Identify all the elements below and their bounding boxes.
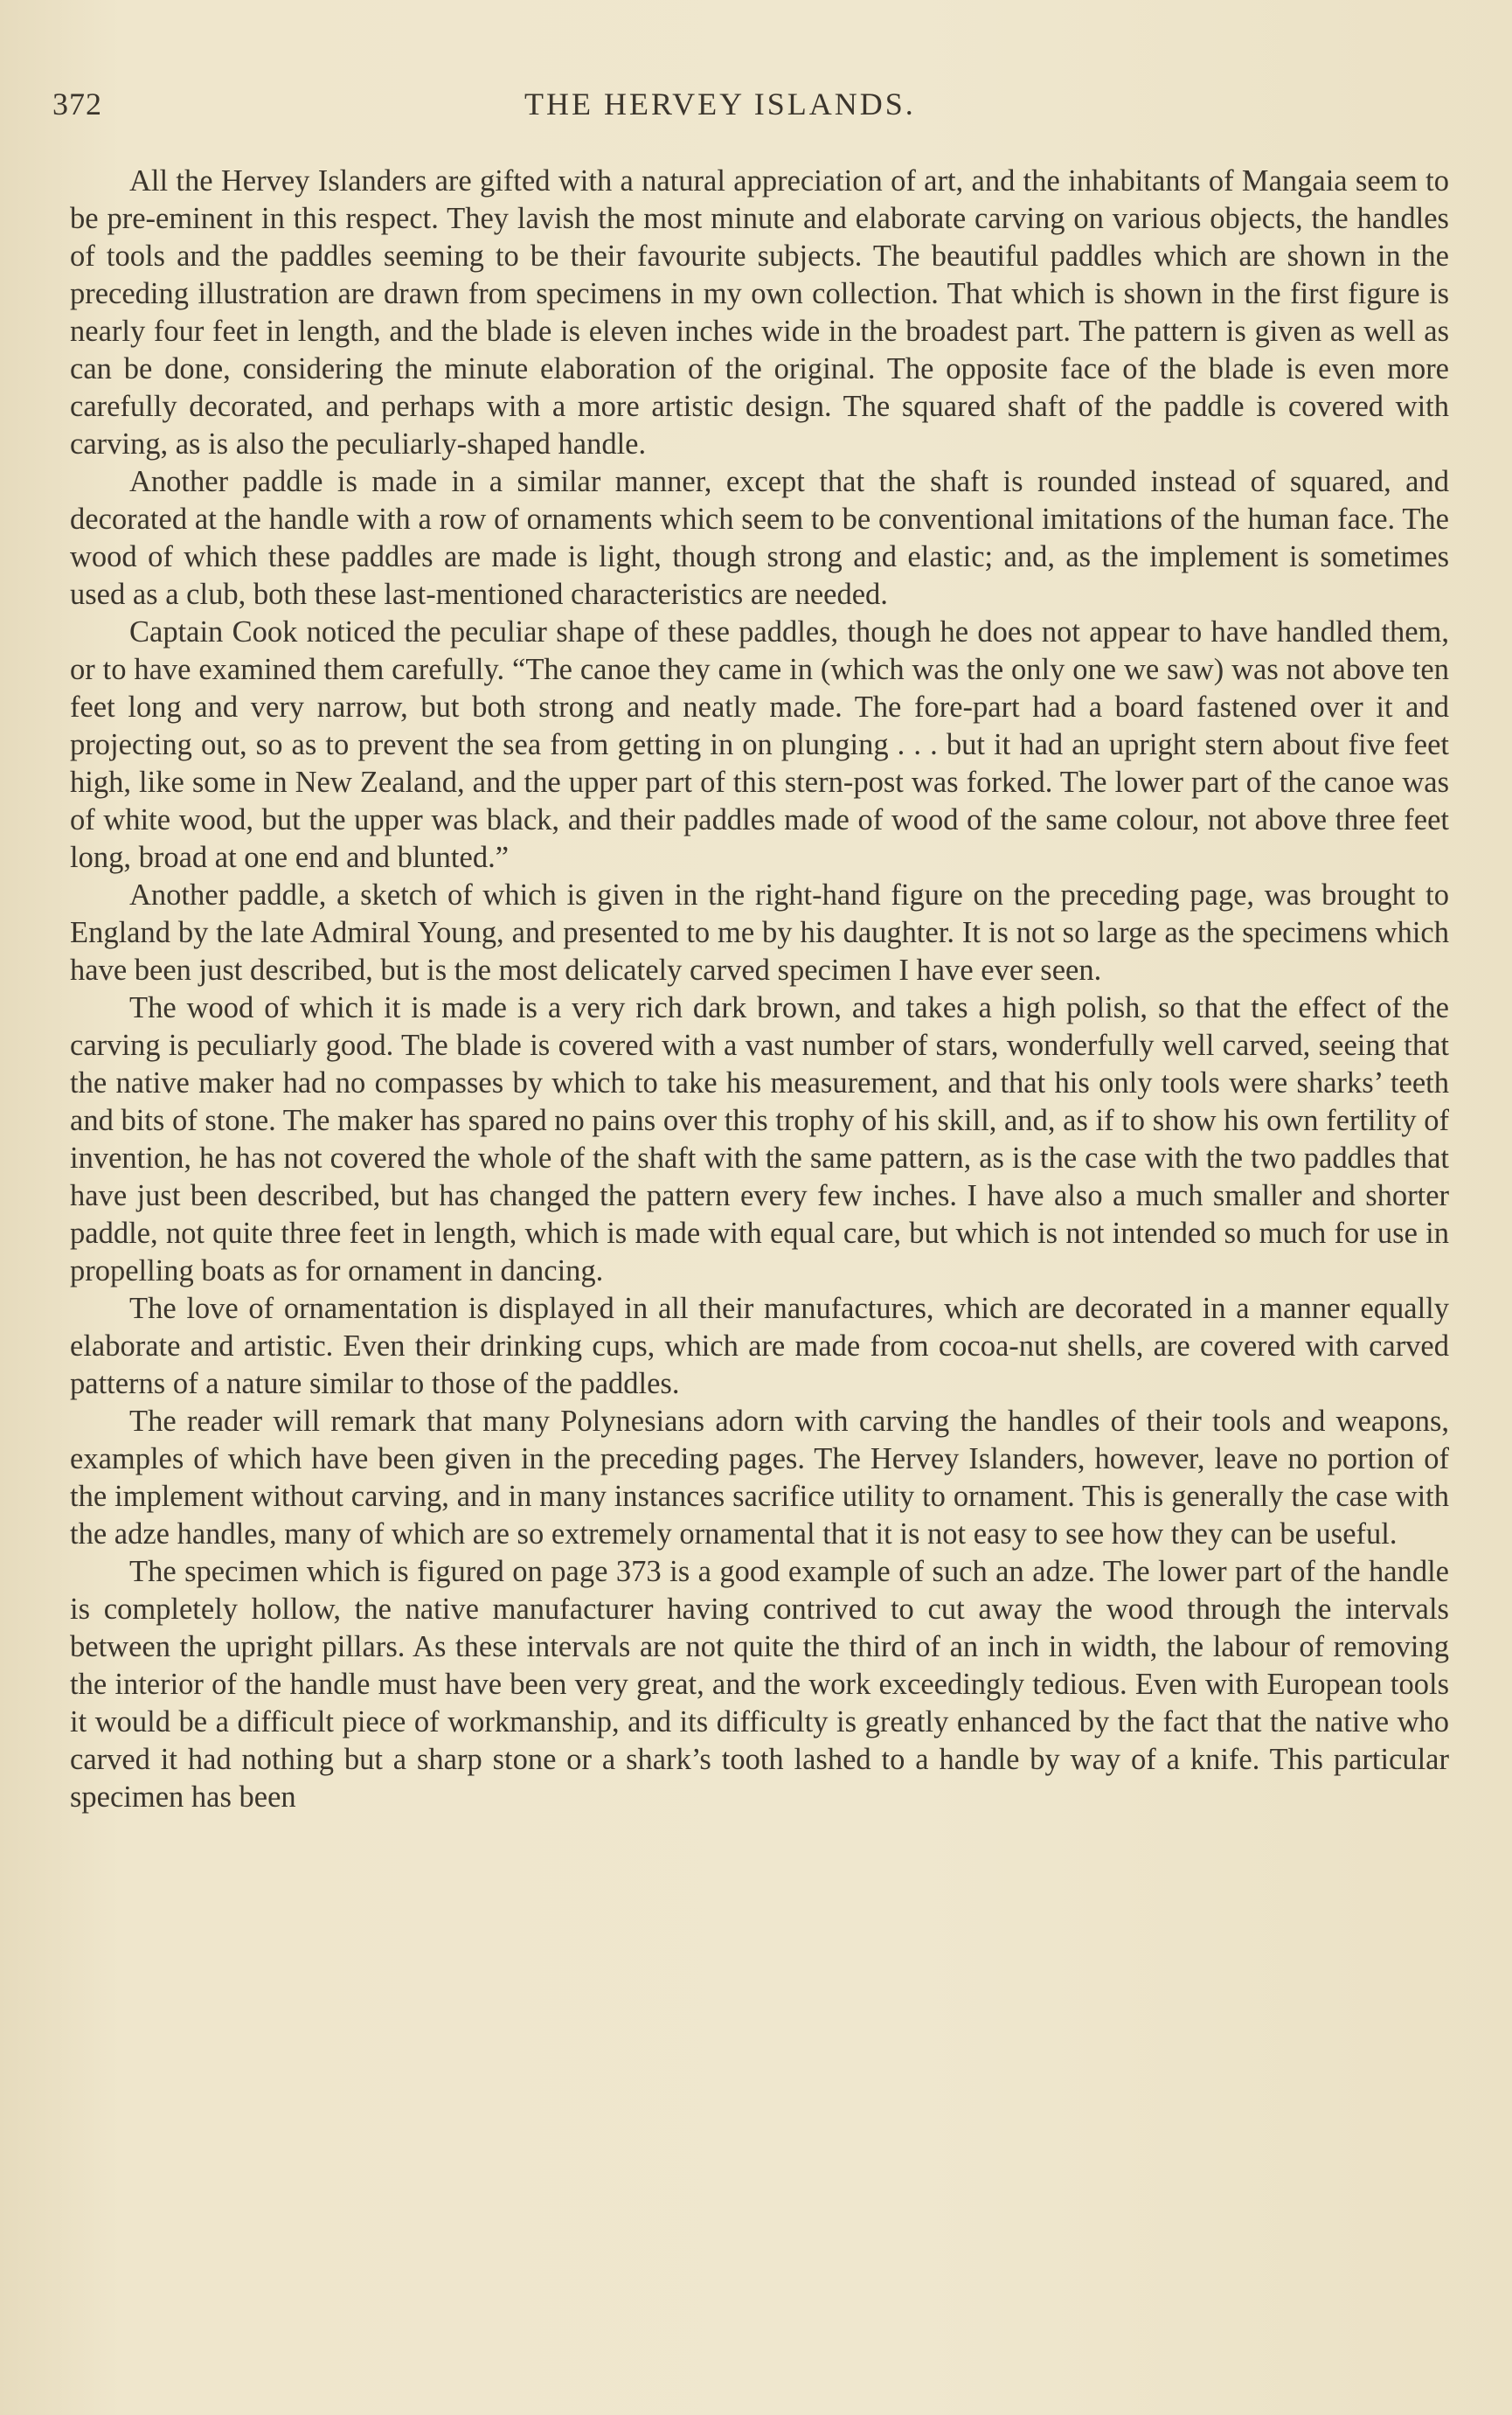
paragraph: The reader will remark that many Polynesians adorn with carving the handles of their tools and weapons, examples of which have been given in the preceding pages. The Hervey Islanders, however, leave no portion of the implement without carving, and in many instances sacrifice utility to ornament. This is generally the case with the adze handles, many of which are so extremely ornamental that it is not easy to see how they can be useful. <box>70 1405 1449 1551</box>
paragraph: The love of ornamentation is displayed in all their manufactures, which are decorated in a manner equally elaborate and artistic. Even their drinking cups, which are made from cocoa-nut shells, are covered with carved patterns of a nature similar to those of the paddles. <box>70 1292 1449 1400</box>
page-number: 372 <box>52 87 102 121</box>
paragraph: All the Hervey Islanders are gifted with a natural appreciation of art, and the inhabitants of Mangaia seem to be pre-eminent in this respect. They lavish the most minute and elaborate carving on various objects, the handles of tools and the paddles seeming to be their favourite subjects. The beautiful paddles which are shown in the preceding illustration are drawn from specimens in my own collection. That which is shown in the first figure is nearly four feet in length, and the blade is eleven inches wide in the broadest part. The pattern is given as well as can be done, considering the minute elaboration of the original. The opposite face of the blade is even more carefully decorated, and perhaps with a more artistic design. The squared shaft of the paddle is covered with carving, as is also the peculiarly-shaped handle. <box>70 164 1449 461</box>
paragraph: Captain Cook noticed the peculiar shape of these paddles, though he does not appear to have handled them, or to have examined them carefully. “The canoe they came in (which was the only one we saw) was not above ten feet long and very narrow, but both strong and neatly made. The fore-part had a board fastened over it and projecting out, so as to prevent the sea from getting in on plunging . . . but it had an upright stern about five feet high, like some in New Zealand, and the upper part of this stern-post was forked. The lower part of the canoe was of white wood, but the upper was black, and their paddles made of wood of the same colour, not above three feet long, broad at one end and blunted.” <box>70 615 1449 874</box>
paragraph: The specimen which is figured on page 373 is a good example of such an adze. The lower part of the handle is completely hollow, the native manufacturer having contrived to cut away the wood through the intervals between the upright pillars. As these intervals are not quite the third of an inch in width, the labour of removing the interior of the handle must have been very great, and the work exceedingly tedious. Even with European tools it would be a difficult piece of workmanship, and its difficulty is greatly enhanced by the fact that the native who carved it had nothing but a sharp stone or a shark’s tooth lashed to a handle by way of a knife. This particular specimen has been <box>70 1555 1449 1814</box>
paragraph: Another paddle, a sketch of which is given in the right-hand figure on the preceding page, was brought to England by the late Admiral Young, and presented to me by his daughter. It is not so large as the specimens which have been just described, but is the most delicately carved specimen I have ever seen. <box>70 878 1449 987</box>
paragraph: Another paddle is made in a similar manner, except that the shaft is rounded instead of squared, and decorated at the handle with a row of ornaments which seem to be conventional imitations of the human face. The wood of which these paddles are made is light, though strong and elastic; and, as the implement is sometimes used as a club, both these last-mentioned characteristics are needed. <box>70 465 1449 611</box>
body-text <box>70 163 1449 1816</box>
running-title: THE HERVEY ISLANDS. <box>524 87 916 121</box>
paragraph: The wood of which it is made is a very rich dark brown, and takes a high polish, so that the effect of the carving is peculiarly good. The blade is covered with a vast number of stars, wonderfully well carved, seeing that the native maker had no compasses by which to take his measurement, and that his only tools were sharks’ teeth and bits of stone. The maker has spared no pains over this trophy of his skill, and, as if to show his own fertility of invention, he has not covered the whole of the shaft with the same pattern, as is the case with the two paddles that have just been described, but has changed the pattern every few inches. I have also a much smaller and shorter paddle, not quite three feet in length, which is made with equal care, but which is not intended so much for use in propelling boats as for ornament in dancing. <box>70 991 1449 1287</box>
running-head <box>52 86 953 129</box>
